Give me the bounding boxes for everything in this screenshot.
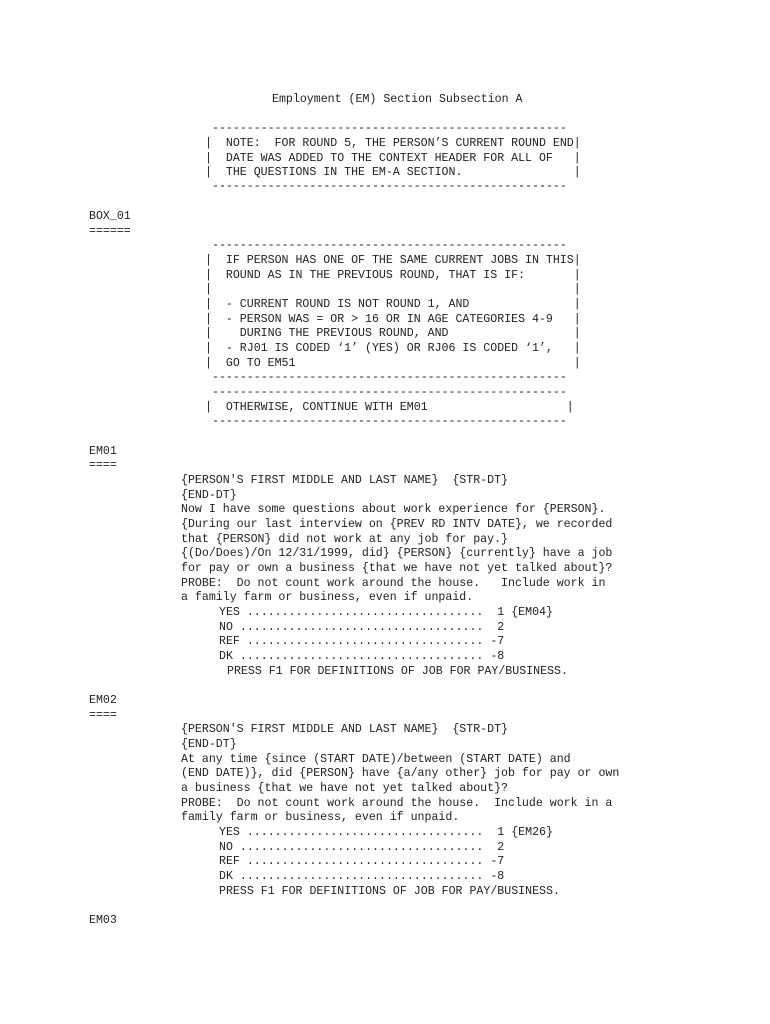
box01-line: | - CURRENT ROUND IS NOT ROUND 1, AND | xyxy=(205,298,581,311)
em01-text-line: {PERSON'S FIRST MIDDLE AND LAST NAME} {STR-DT} xyxy=(181,474,508,487)
em01-text-line: Now I have some questions about work experience for {PERSON}. xyxy=(181,503,606,516)
note-box-line: | NOTE: FOR ROUND 5, THE PERSON’S CURRENT ROUND END| xyxy=(205,137,581,150)
em02-text-line: {PERSON'S FIRST MIDDLE AND LAST NAME} {STR-DT} xyxy=(181,723,508,736)
em01-option-no: NO ................................... 2 xyxy=(219,621,505,634)
em02-option-no: NO ................................... 2 xyxy=(219,841,505,854)
em01-text-line: that {PERSON} did not work at any job for pay.} xyxy=(181,533,508,546)
em01-text-line: {END-DT} xyxy=(181,489,237,502)
box01-line: | GO TO EM51 | xyxy=(205,357,581,370)
box01-line: | | xyxy=(205,283,581,296)
box01-line: | - RJ01 IS CODED ‘1’ (YES) OR RJ06 IS CODED ‘1’, | xyxy=(205,342,581,355)
box01-line: | DURING THE PREVIOUS ROUND, AND | xyxy=(205,327,581,340)
em02-option-ref: REF .................................. -7 xyxy=(219,855,505,868)
em02-text-line: a business {that we have not yet talked about}? xyxy=(181,782,508,795)
em01-text-line: {(Do/Does)/On 12/31/1999, did} {PERSON} {currently} have a job xyxy=(181,547,613,560)
box01-line: | IF PERSON HAS ONE OF THE SAME CURRENT JOBS IN THIS| xyxy=(205,254,581,267)
em02-underline: ==== xyxy=(89,709,117,722)
em01-text-line: PROBE: Do not count work around the house. Include work in xyxy=(181,577,606,590)
note-box-border-bottom: --------------------------------------------------- xyxy=(212,180,567,193)
em01-option-ref: REF .................................. -7 xyxy=(219,635,505,648)
em02-text-line: family farm or business, even if unpaid. xyxy=(181,811,460,824)
note-box-border-top: --------------------------------------------------- xyxy=(212,122,567,135)
em02-text-line: At any time {since (START DATE)/between (START DATE) and xyxy=(181,753,571,766)
box01-underline: ====== xyxy=(89,225,131,238)
em01-text-line: {During our last interview on {PREV RD INTV DATE}, we recorded xyxy=(181,518,613,531)
em01-text-line: a family farm or business, even if unpaid. xyxy=(181,591,474,604)
em01-label: EM01 xyxy=(89,445,117,458)
note-box-line: | THE QUESTIONS IN THE EM-A SECTION. | xyxy=(205,166,581,179)
em02-label: EM02 xyxy=(89,694,117,707)
box01-line: | ROUND AS IN THE PREVIOUS ROUND, THAT IS IF: | xyxy=(205,269,581,282)
box01-border-top: --------------------------------------------------- xyxy=(212,239,567,252)
em02-text-line: (END DATE)}, did {PERSON} have {a/any other} job for pay or own xyxy=(181,767,620,780)
em02-option-yes: YES .................................. 1 {EM26} xyxy=(219,826,553,839)
box01-border-mid: --------------------------------------------------- xyxy=(212,371,567,384)
box01-border-bottom: --------------------------------------------------- xyxy=(212,415,567,428)
em01-option-yes: YES .................................. 1 {EM04} xyxy=(219,606,553,619)
box01-label: BOX_01 xyxy=(89,210,131,223)
em01-press-f1: PRESS F1 FOR DEFINITIONS OF JOB FOR PAY/BUSINESS. xyxy=(227,665,568,678)
box01-border-mid: --------------------------------------------------- xyxy=(212,386,567,399)
em02-option-dk: DK ................................... -8 xyxy=(219,870,505,883)
em01-underline: ==== xyxy=(89,459,117,472)
box01-otherwise-line: | OTHERWISE, CONTINUE WITH EM01 | xyxy=(205,401,574,414)
em02-text-line: {END-DT} xyxy=(181,738,237,751)
section-title: Employment (EM) Section Subsection A xyxy=(272,93,523,106)
em01-text-line: for pay or own a business {that we have not yet talked about}? xyxy=(181,562,613,575)
em03-label: EM03 xyxy=(89,914,117,927)
em02-text-line: PROBE: Do not count work around the house. Include work in a xyxy=(181,797,613,810)
em02-press-f1: PRESS F1 FOR DEFINITIONS OF JOB FOR PAY/BUSINESS. xyxy=(219,885,560,898)
em01-option-dk: DK ................................... -8 xyxy=(219,650,505,663)
box01-line: | - PERSON WAS = OR > 16 OR IN AGE CATEGORIES 4-9 | xyxy=(205,313,581,326)
note-box-line: | DATE WAS ADDED TO THE CONTEXT HEADER FOR ALL OF | xyxy=(205,152,581,165)
